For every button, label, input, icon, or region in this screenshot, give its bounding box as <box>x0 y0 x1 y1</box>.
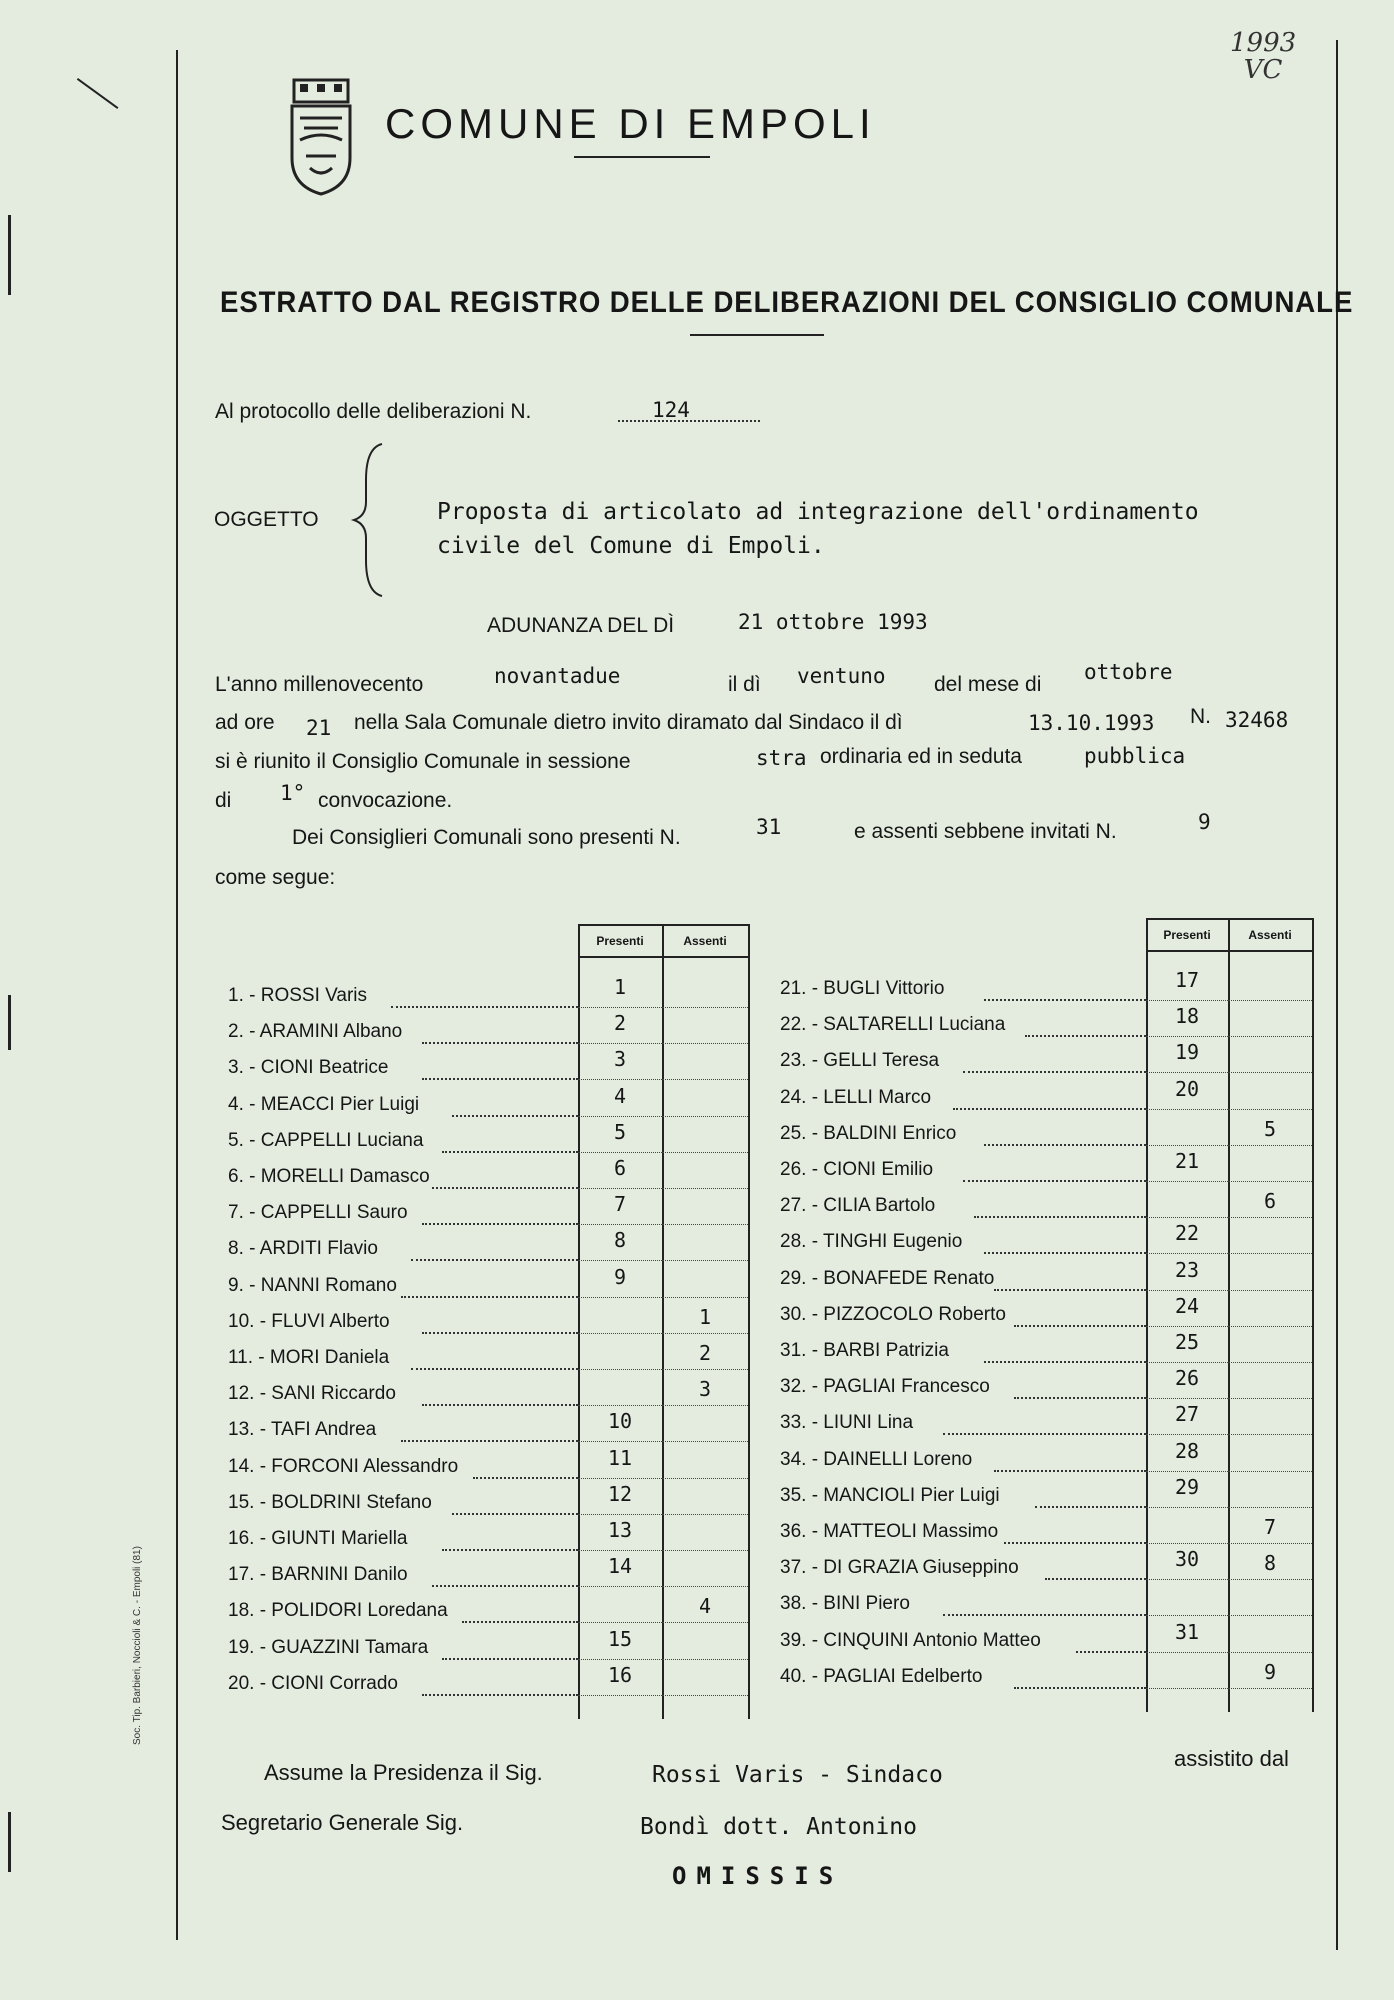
present-cell-line <box>578 1007 662 1008</box>
secretary-label: Segretario Generale Sig. <box>221 1810 464 1835</box>
councillor-name: 10. - FLUVI Alberto <box>228 1310 390 1332</box>
present-cell-line <box>1146 1072 1228 1073</box>
councillor-dotline <box>1035 1506 1146 1508</box>
councillor-dotline <box>462 1621 578 1623</box>
councillor-name: 3. - CIONI Beatrice <box>228 1057 389 1079</box>
absent-cell-line <box>1228 1253 1312 1254</box>
absent-number: 8 <box>1263 1551 1277 1576</box>
present-cell-line <box>578 1188 662 1189</box>
month-label: del mese di <box>934 673 1042 696</box>
right-table-header-line <box>1146 918 1312 920</box>
councillor-dotline <box>442 1658 578 1660</box>
printer-imprint: Soc. Tip. Barbieri, Noccioli & C. - Empoli (81) <box>132 1546 143 1745</box>
left-edge-mark-3 <box>8 1812 11 1872</box>
meeting-date: 21 ottobre 1993 <box>738 610 928 634</box>
present-number: 1 <box>613 975 627 999</box>
absent-cell-line <box>662 1260 748 1261</box>
councillor-dotline <box>422 1332 578 1334</box>
absent-cell-line <box>662 1514 748 1515</box>
councillor-name: 28. - TINGHI Eugenio <box>780 1231 963 1253</box>
councillor-name: 14. - FORCONI Alessandro <box>228 1455 459 1477</box>
present-cell-line <box>578 1441 662 1442</box>
year-label: L'anno millenovecento <box>215 673 424 696</box>
present-number: 15 <box>607 1626 633 1651</box>
assisted-label: assistito dal <box>1174 1746 1289 1771</box>
councillor-name: 18. - POLIDORI Loredana <box>228 1600 448 1622</box>
left-edge-mark <box>8 215 11 295</box>
councillor-dotline <box>452 1115 578 1117</box>
councillor-dotline <box>432 1187 578 1189</box>
councillor-dotline <box>1076 1651 1146 1653</box>
councillor-name: 32. - PAGLIAI Francesco <box>780 1376 990 1398</box>
present-number: 18 <box>1174 1004 1200 1029</box>
right-margin-line <box>1336 40 1338 1950</box>
present-cell-line <box>1146 1217 1228 1218</box>
present-cell-line <box>578 1622 662 1623</box>
absent-cell-line <box>662 1659 748 1660</box>
councillor-name: 40. - PAGLIAI Edelberto <box>780 1665 983 1687</box>
present-cell-line <box>578 1695 662 1696</box>
handwritten-initials: VC <box>1243 55 1283 86</box>
month-value: ottobre <box>1084 660 1173 684</box>
absent-text: e assenti sebbene invitati N. <box>854 820 1117 843</box>
councillor-name: 8. - ARDITI Flavio <box>228 1238 378 1260</box>
councillor-name: 21. - BUGLI Vittorio <box>780 978 945 999</box>
councillor-name: 16. - GIUNTI Mariella <box>228 1528 408 1549</box>
invite-date: 13.10.1993 <box>1028 711 1155 735</box>
present-text: Dei Consiglieri Comunali sono presenti N. <box>292 826 681 849</box>
councillor-dotline <box>411 1259 578 1261</box>
hour-value: 21 <box>306 716 332 740</box>
present-number: 26 <box>1174 1366 1200 1391</box>
councillor-name: 23. - GELLI Teresa <box>780 1050 940 1072</box>
secretary-value: Bondì dott. Antonino <box>640 1814 917 1840</box>
councillor-name: 35. - MANCIOLI Pier Luigi <box>780 1484 1000 1506</box>
councillor-dotline <box>943 1433 1146 1435</box>
absent-number: 4 <box>698 1594 712 1619</box>
councillor-name: 5. - CAPPELLI Luciana <box>228 1129 424 1151</box>
absent-cell-line <box>662 1333 748 1334</box>
absent-cell-line <box>1228 1109 1312 1110</box>
right-table-header-bottom <box>1146 950 1312 952</box>
presidency-label: Assume la Presidenza il Sig. <box>264 1760 543 1785</box>
present-cell-line <box>578 1116 662 1117</box>
present-cell-line <box>578 1079 662 1080</box>
present-cell-line <box>1146 1543 1228 1544</box>
councillor-name: 17. - BARNINI Danilo <box>228 1564 408 1586</box>
present-cell-line <box>578 1369 662 1370</box>
left-table-header-line <box>578 924 748 926</box>
absent-cell-line <box>1228 1543 1312 1544</box>
present-cell-line <box>578 1043 662 1044</box>
councillor-name: 26. - CIONI Emilio <box>780 1159 934 1180</box>
present-number: 12 <box>607 1481 633 1506</box>
councillor-name: 20. - CIONI Corrado <box>228 1672 398 1694</box>
councillor-dotline <box>422 1694 578 1696</box>
councillor-dotline <box>452 1513 578 1515</box>
present-cell-line <box>578 1478 662 1479</box>
day-value: ventuno <box>797 664 886 688</box>
councillor-name: 19. - GUAZZINI Tamara <box>228 1636 429 1658</box>
councillor-dotline <box>984 1144 1146 1146</box>
present-cell-line <box>578 1297 662 1298</box>
councillor-dotline <box>943 1614 1146 1616</box>
right-header-present: Presenti <box>1163 928 1211 942</box>
hour-label: ad ore <box>215 711 275 734</box>
session-value: stra <box>756 746 807 770</box>
councillor-dotline <box>984 1252 1146 1254</box>
present-cell-line <box>1146 1000 1228 1001</box>
present-number: 14 <box>607 1554 633 1579</box>
present-number: 3 <box>613 1047 627 1072</box>
right-table-col-line <box>1312 918 1314 1712</box>
present-cell-line <box>1146 1398 1228 1399</box>
convocation-label: convocazione. <box>318 789 453 812</box>
left-table-col-line <box>748 924 750 1719</box>
councillor-name: 6. - MORELLI Damasco <box>228 1166 430 1187</box>
absent-cell-line <box>662 1478 748 1479</box>
councillor-name: 33. - LIUNI Lina <box>780 1412 914 1434</box>
present-cell-line <box>578 1224 662 1225</box>
present-cell-line <box>578 1586 662 1587</box>
seduta-value: pubblica <box>1084 744 1186 768</box>
councillor-dotline <box>963 1071 1146 1073</box>
present-cell-line <box>1146 1145 1228 1146</box>
councillor-name: 15. - BOLDRINI Stefano <box>228 1491 432 1513</box>
present-cell-line <box>578 1550 662 1551</box>
absent-cell-line <box>662 1622 748 1623</box>
councillor-dotline <box>401 1440 578 1442</box>
present-cell-line <box>1146 1615 1228 1616</box>
present-cell-line <box>1146 1036 1228 1037</box>
present-cell-line <box>578 1659 662 1660</box>
councillor-name: 31. - BARBI Patrizia <box>780 1340 949 1361</box>
absent-cell-line <box>662 1550 748 1551</box>
day-label: il dì <box>728 673 761 696</box>
councillor-dotline <box>963 1180 1146 1182</box>
register-title: ESTRATTO DAL REGISTRO DELLE DELIBERAZIONI DEL CONSIGLIO COMUNALE <box>220 286 1354 319</box>
present-count: 31 <box>756 815 782 839</box>
absent-number: 1 <box>698 1304 712 1329</box>
register-divider <box>690 334 824 336</box>
coat-of-arms-icon <box>286 78 356 198</box>
absent-cell-line <box>1228 1579 1312 1580</box>
absent-cell-line <box>1228 1615 1312 1616</box>
absent-cell-line <box>1228 1434 1312 1435</box>
present-cell-line <box>1146 1326 1228 1327</box>
subject-line-2: civile del Comune di Empoli. <box>437 533 825 559</box>
councillor-name: 2. - ARAMINI Albano <box>228 1021 403 1043</box>
absent-cell-line <box>1228 1181 1312 1182</box>
present-cell-line <box>1146 1507 1228 1508</box>
absent-cell-line <box>662 1369 748 1370</box>
present-cell-line <box>578 1514 662 1515</box>
session-text: si è riunito il Consiglio Comunale in sessione <box>215 750 631 773</box>
councillor-name: 22. - SALTARELLI Luciana <box>780 1014 1006 1036</box>
absent-number: 7 <box>1263 1515 1277 1539</box>
absent-cell-line <box>662 1188 748 1189</box>
absent-number: 3 <box>698 1377 712 1402</box>
absent-cell-line <box>1228 1507 1312 1508</box>
councillor-dotline <box>422 1042 578 1044</box>
present-cell-line <box>578 1260 662 1261</box>
councillor-dotline <box>422 1078 578 1080</box>
di-label: di <box>215 789 232 812</box>
present-number: 29 <box>1174 1474 1200 1499</box>
councillor-dotline <box>411 1368 578 1370</box>
present-number: 22 <box>1174 1221 1200 1246</box>
absent-number: 5 <box>1263 1116 1277 1141</box>
present-cell-line <box>1146 1109 1228 1110</box>
councillor-name: 4. - MEACCI Pier Luigi <box>228 1093 420 1115</box>
councillor-dotline <box>984 999 1146 1001</box>
councillor-name: 11. - MORI Daniela <box>228 1347 390 1368</box>
handwritten-note <box>1230 30 1296 85</box>
councillor-dotline <box>994 1289 1146 1291</box>
present-cell-line <box>1146 1688 1228 1689</box>
present-number: 28 <box>1174 1438 1200 1463</box>
councillor-dotline <box>473 1477 578 1479</box>
absent-cell-line <box>662 1007 748 1008</box>
absent-cell-line <box>1228 1398 1312 1399</box>
present-number: 10 <box>607 1409 633 1434</box>
councillor-dotline <box>422 1404 578 1406</box>
present-number: 17 <box>1174 968 1200 992</box>
convocation-value: 1° <box>280 781 306 805</box>
left-edge-mark-2 <box>8 995 11 1050</box>
present-cell-line <box>1146 1290 1228 1291</box>
present-cell-line <box>578 1405 662 1406</box>
councillor-name: 34. - DAINELLI Loreno <box>780 1448 973 1470</box>
councillor-dotline <box>953 1108 1146 1110</box>
present-number: 21 <box>1174 1149 1200 1173</box>
absent-cell-line <box>1228 1036 1312 1037</box>
absent-number: 6 <box>1263 1189 1277 1214</box>
councillor-name: 24. - LELLI Marco <box>780 1086 932 1108</box>
absent-count: 9 <box>1198 810 1211 834</box>
councillor-dotline <box>974 1216 1146 1218</box>
present-cell-line <box>1146 1652 1228 1653</box>
absent-cell-line <box>662 1586 748 1587</box>
councillor-dotline <box>432 1585 578 1587</box>
present-number: 27 <box>1174 1402 1200 1427</box>
present-number: 7 <box>613 1192 627 1217</box>
present-number: 5 <box>613 1119 627 1144</box>
omissis: OMISSIS <box>672 1862 844 1890</box>
absent-cell-line <box>1228 1217 1312 1218</box>
councillor-name: 1. - ROSSI Varis <box>228 985 368 1006</box>
councillor-name: 29. - BONAFEDE Renato <box>780 1267 995 1289</box>
absent-cell-line <box>662 1079 748 1080</box>
absent-number: 2 <box>698 1341 712 1365</box>
present-number: 9 <box>613 1264 627 1289</box>
present-cell-line <box>1146 1253 1228 1254</box>
present-cell-line <box>1146 1434 1228 1435</box>
councillor-dotline <box>1025 1035 1146 1037</box>
councillor-name: 36. - MATTEOLI Massimo <box>780 1521 999 1542</box>
presidency-value: Rossi Varis - Sindaco <box>652 1762 943 1788</box>
corner-mark <box>77 78 119 109</box>
councillor-dotline <box>1014 1397 1146 1399</box>
absent-cell-line <box>662 1152 748 1153</box>
as-follows-label: come segue: <box>215 866 336 889</box>
councillor-name: 39. - CINQUINI Antonio Matteo <box>780 1629 1041 1651</box>
present-number: 13 <box>607 1518 633 1542</box>
present-number: 25 <box>1174 1330 1200 1354</box>
absent-number: 9 <box>1263 1659 1277 1684</box>
councillor-name: 30. - PIZZOCOLO Roberto <box>780 1303 1006 1325</box>
councillor-name: 9. - NANNI Romano <box>228 1274 397 1296</box>
present-cell-line <box>578 1333 662 1334</box>
subject-line-1: Proposta di articolato ad integrazione dell'ordinamento <box>437 499 1199 525</box>
left-header-present: Presenti <box>596 934 644 948</box>
absent-cell-line <box>662 1043 748 1044</box>
councillor-dotline <box>1004 1542 1146 1544</box>
absent-cell-line <box>1228 1688 1312 1689</box>
year-value: novantadue <box>494 664 621 688</box>
absent-cell-line <box>1228 1072 1312 1073</box>
councillor-dotline <box>401 1296 578 1298</box>
councillor-name: 38. - BINI Piero <box>780 1593 910 1615</box>
present-cell-line <box>1146 1362 1228 1363</box>
absent-cell-line <box>662 1297 748 1298</box>
present-number: 6 <box>613 1156 627 1180</box>
present-number: 8 <box>613 1228 627 1253</box>
present-number: 2 <box>613 1011 627 1036</box>
councillor-name: 25. - BALDINI Enrico <box>780 1122 957 1144</box>
councillor-name: 7. - CAPPELLI Sauro <box>228 1202 408 1224</box>
councillor-name: 12. - SANI Riccardo <box>228 1383 396 1405</box>
councillor-dotline <box>422 1223 578 1225</box>
invite-number: 32468 <box>1225 708 1289 732</box>
right-header-absent: Assenti <box>1248 928 1292 942</box>
present-cell-line <box>1146 1579 1228 1580</box>
invite-text: nella Sala Comunale dietro invito diramato dal Sindaco il dì <box>354 711 903 734</box>
left-table-header-bottom <box>578 956 748 958</box>
left-header-absent: Assenti <box>683 934 727 948</box>
absent-cell-line <box>1228 1326 1312 1327</box>
absent-cell-line <box>1228 1000 1312 1001</box>
councillor-dotline <box>1045 1578 1146 1580</box>
present-number: 23 <box>1174 1257 1200 1282</box>
session-suffix: ordinaria ed in seduta <box>820 745 1022 768</box>
protocol-label: Al protocollo delle deliberazioni N. <box>215 400 532 423</box>
title-divider <box>574 156 710 158</box>
absent-cell-line <box>1228 1652 1312 1653</box>
present-number: 31 <box>1174 1619 1200 1644</box>
absent-cell-line <box>1228 1362 1312 1363</box>
invite-n-label: N. <box>1190 705 1211 728</box>
present-number: 19 <box>1174 1040 1200 1065</box>
page-title: COMUNE DI EMPOLI <box>385 100 876 147</box>
present-cell-line <box>1146 1471 1228 1472</box>
absent-cell-line <box>1228 1471 1312 1472</box>
absent-cell-line <box>662 1116 748 1117</box>
absent-cell-line <box>662 1405 748 1406</box>
absent-cell-line <box>1228 1145 1312 1146</box>
councillor-dotline <box>442 1151 578 1153</box>
councillor-dotline <box>391 1006 578 1008</box>
absent-cell-line <box>662 1224 748 1225</box>
left-margin-line <box>176 50 178 1940</box>
councillor-dotline <box>994 1470 1146 1472</box>
present-number: 20 <box>1174 1076 1200 1101</box>
councillor-name: 27. - CILIA Bartolo <box>780 1195 936 1217</box>
present-number: 24 <box>1174 1293 1200 1318</box>
present-cell-line <box>578 1152 662 1153</box>
subject-brace <box>350 440 390 600</box>
present-number: 11 <box>607 1445 633 1470</box>
councillor-dotline <box>1014 1325 1146 1327</box>
handwritten-year: 1993 <box>1230 28 1297 58</box>
present-number: 30 <box>1174 1547 1200 1572</box>
councillor-dotline <box>1014 1687 1146 1689</box>
meeting-label: ADUNANZA DEL DÌ <box>487 614 675 637</box>
present-number: 4 <box>613 1083 627 1108</box>
absent-cell-line <box>662 1695 748 1696</box>
present-number: 16 <box>607 1662 633 1687</box>
subject-label: OGGETTO <box>214 508 319 531</box>
absent-cell-line <box>662 1441 748 1442</box>
councillor-dotline <box>442 1549 578 1551</box>
councillor-dotline <box>984 1361 1146 1363</box>
protocol-number: 124 <box>652 398 690 422</box>
absent-cell-line <box>1228 1290 1312 1291</box>
councillor-name: 13. - TAFI Andrea <box>228 1419 377 1441</box>
present-cell-line <box>1146 1181 1228 1182</box>
councillor-name: 37. - DI GRAZIA Giuseppino <box>780 1557 1019 1579</box>
